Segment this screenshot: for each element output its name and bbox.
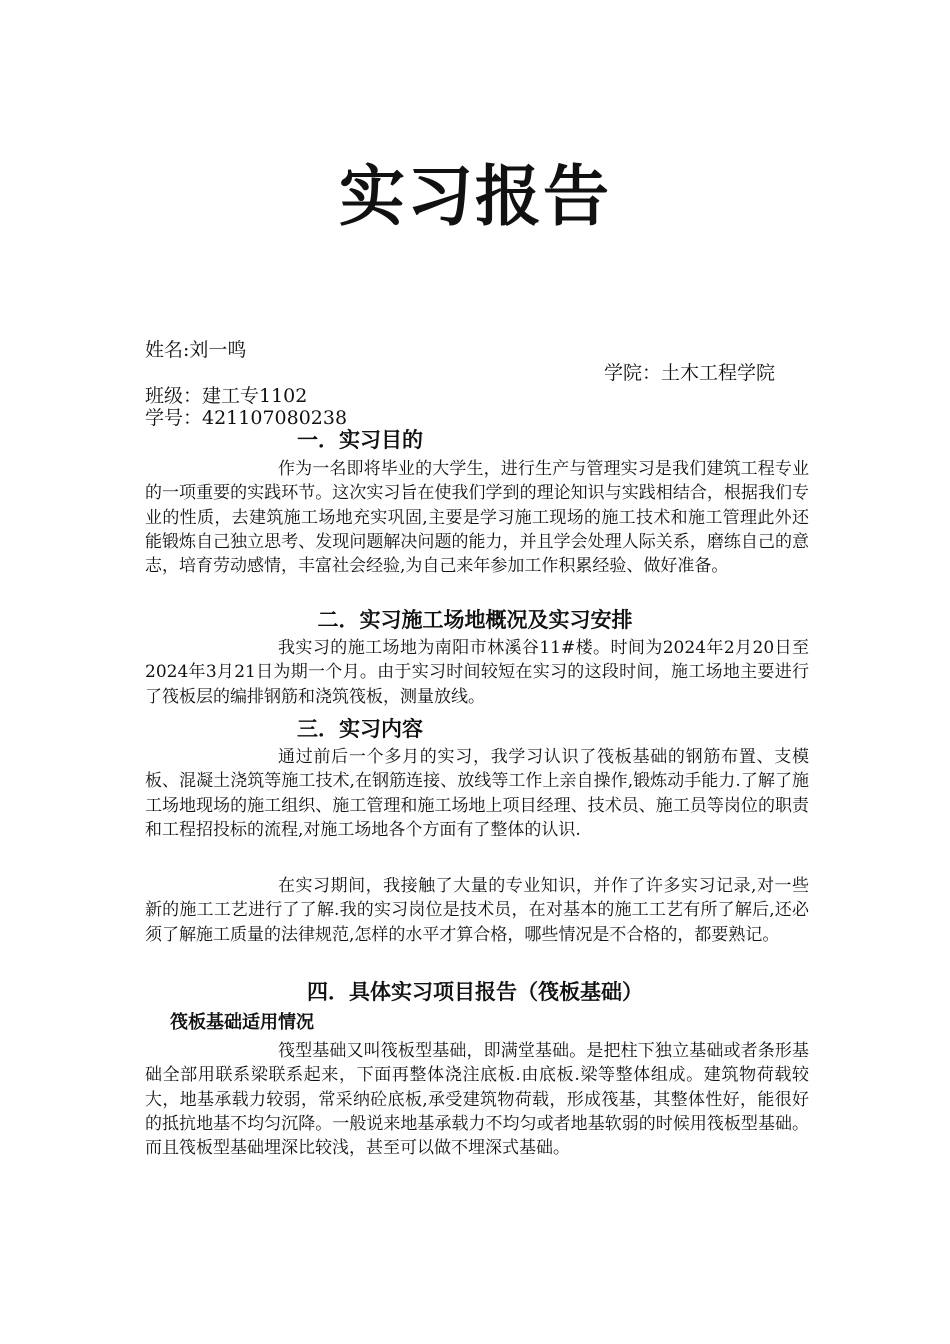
section-3-paragraph-2: 在实习期间，我接触了大量的专业知识，并作了许多实习记录,对一些新的施工工艺进行了了解.我的实习岗位是技术员，在对基本的施工工艺有所了解后,还必须了解施工质量的法律规范,怎样的水平才算合格，哪些情况是不合格的，都要熟记。 <box>145 876 809 945</box>
student-name: 姓名:刘一鸣 <box>145 339 247 361</box>
section-4-paragraph: 筏型基础又叫筏板型基础，即满堂基础。是把柱下独立基础或者条形基础全部用联系梁联系起来，下面再整体浇注底板.由底板.梁等整体组成。建筑物荷载较大，地基承载力较弱，常采纳砼底板,承受建筑物荷载，形成筏基，其整体性好，能很好的抵抗地基不均匀沉降。一般说来地基承载力不均匀或者地基软弱的时候用筏板型基础。而且筏板型基础埋深比较浅，甚至可以做不埋深式基础。 <box>145 1041 809 1159</box>
report-title: 实习报告 <box>339 157 611 235</box>
section-1-heading: 一．实习目的 <box>297 428 423 452</box>
section-4-heading: 四．具体实习项目报告（筏板基础） <box>307 980 643 1004</box>
class-info: 班级：建工专1102 <box>145 385 308 407</box>
section-2-paragraph: 我实习的施工场地为南阳市林溪谷11#楼。时间为2024年2月20日至2024年3月21日为期一个月。由于实习时间较短在实习的这段时间，施工场地主要进行了筏板层的编排钢筋和浇筑筏板，测量放线。 <box>145 638 809 707</box>
college: 学院：土木工程学院 <box>604 362 776 384</box>
section-4-subheading: 筏板基础适用情况 <box>170 1012 314 1033</box>
student-id: 学号：421107080238 <box>145 407 348 429</box>
section-3-heading: 三．实习内容 <box>297 717 423 741</box>
section-1-paragraph: 作为一名即将毕业的大学生，进行生产与管理实习是我们建筑工程专业的一项重要的实践环节。这次实习旨在使我们学到的理论知识与实践相结合，根据我们专业的性质，去建筑施工场地充实巩固,主要是学习施工现场的施工技术和施工管理此外还能锻炼自己独立思考、发现问题解决问题的能力，并且学会处理人际关系，磨练自己的意志，培育劳动感情，丰富社会经验,为自己来年参加工作积累经验、做好准备。 <box>145 459 809 577</box>
section-2-heading: 二．实习施工场地概况及实习安排 <box>317 608 633 632</box>
section-3-paragraph-1: 通过前后一个多月的实习，我学习认识了筏板基础的钢筋布置、支模板、混凝土浇筑等施工技术,在钢筋连接、放线等工作上亲自操作,锻炼动手能力.了解了施工场地现场的施工组织、施工管理和施工场地上项目经理、技术员、施工员等岗位的职责和工程招投标的流程,对施工场地各个方面有了整体的认识. <box>145 747 809 840</box>
